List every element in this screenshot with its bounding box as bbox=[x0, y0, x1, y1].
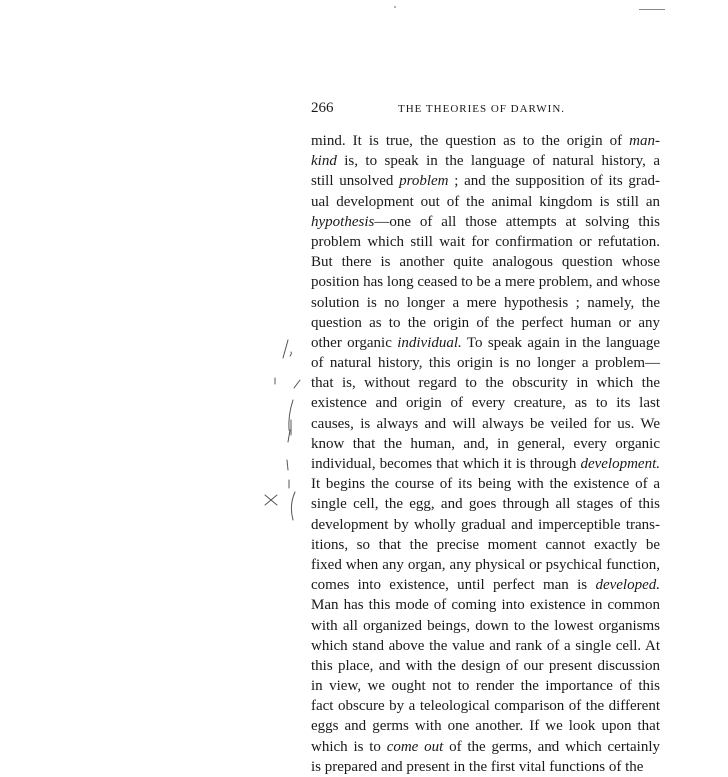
text-span: individual, becomes that which it is through bbox=[311, 456, 581, 472]
text-span: —one of all those attempts at solving this bbox=[374, 213, 660, 230]
text-span: To speak again in the language bbox=[461, 334, 660, 351]
text-span: solution is no longer a mere hypothesis ; namely, the bbox=[311, 294, 660, 311]
paper-speck bbox=[394, 6, 396, 8]
text-line bbox=[311, 272, 660, 292]
text-line bbox=[311, 252, 660, 272]
text-line bbox=[311, 737, 660, 757]
text-span: is, to speak in the language of natural history, a bbox=[336, 153, 660, 170]
text-span: which stand above the value and rank of a single cell. At bbox=[311, 637, 660, 654]
text-span: single cell, the egg, and goes through all stages of this bbox=[311, 496, 660, 513]
text-span: know that the human, and, in general, every organic bbox=[311, 435, 660, 452]
text-line bbox=[311, 373, 660, 393]
italic-span: kind bbox=[311, 153, 337, 170]
text-line bbox=[311, 676, 660, 696]
text-span: that is, without regard to the obscurity in which the bbox=[311, 375, 660, 392]
text-line bbox=[311, 757, 660, 777]
italic-span: developed. bbox=[595, 577, 660, 594]
text-line bbox=[311, 393, 660, 413]
text-span: itions, so that the precise moment cannot exactly be bbox=[311, 536, 660, 553]
text-span: comes into existence, until perfect man is bbox=[311, 577, 596, 594]
text-span: still unsolved bbox=[311, 173, 400, 190]
text-span: other organic bbox=[311, 334, 398, 351]
text-line bbox=[311, 151, 660, 171]
pencil-margin-annotation bbox=[255, 330, 305, 530]
text-line bbox=[311, 555, 660, 575]
text-line bbox=[311, 454, 660, 474]
text-span: ual development out of the animal kingdom is still an bbox=[311, 193, 660, 210]
text-span: Man has this mode of coming into existence in common bbox=[311, 597, 660, 614]
text-span: mind. It is true, the question as to the origin of bbox=[311, 133, 630, 149]
italic-span: individual. bbox=[397, 334, 462, 351]
text-line bbox=[311, 595, 660, 615]
text-line bbox=[311, 515, 660, 535]
text-span: position has long ceased to be a mere problem, and whose bbox=[311, 274, 660, 291]
text-span: fact obscure by a teleological comparison of the different bbox=[311, 698, 660, 715]
text-span: causes, is always and will always be veiled for us. We bbox=[311, 415, 660, 432]
text-line bbox=[311, 414, 660, 434]
text-line bbox=[311, 616, 660, 636]
page-number: 266 bbox=[311, 100, 334, 116]
body-text bbox=[311, 131, 660, 777]
italic-span: problem bbox=[399, 173, 449, 190]
text-line bbox=[311, 575, 660, 595]
text-line bbox=[311, 636, 660, 656]
text-span: It begins the course of its being with the existence of a bbox=[311, 476, 660, 493]
text-line bbox=[311, 131, 660, 151]
text-line bbox=[311, 434, 660, 454]
text-line bbox=[311, 171, 660, 191]
text-span: of natural history, this origin is no longer a problem— bbox=[311, 355, 660, 372]
text-line bbox=[311, 353, 660, 373]
text-line bbox=[311, 192, 660, 212]
text-line bbox=[311, 333, 660, 353]
text-line bbox=[311, 716, 660, 736]
text-span: question as to the origin of the perfect human or any bbox=[311, 314, 660, 331]
text-span: But there is another quite analogous question whose bbox=[311, 254, 660, 271]
text-span: this place, and with the design of our present discussion bbox=[311, 657, 660, 674]
text-span: with all organized beings, down to the lowest organisms bbox=[311, 617, 660, 634]
text-span: in view, we ought not to render the importance of this bbox=[311, 678, 660, 695]
text-line bbox=[311, 474, 660, 494]
text-line bbox=[311, 696, 660, 716]
text-line bbox=[311, 535, 660, 555]
italic-span: development. bbox=[580, 456, 660, 472]
text-line bbox=[311, 494, 660, 514]
text-span: existence and origin of every creature, as to its last bbox=[311, 395, 660, 412]
italic-span: hypothesis bbox=[311, 213, 375, 230]
text-line bbox=[311, 313, 660, 333]
text-span: of the germs, and which certainly bbox=[443, 738, 660, 755]
text-line bbox=[311, 232, 660, 252]
italic-span: come out bbox=[386, 738, 444, 755]
text-line bbox=[311, 293, 660, 313]
text-line bbox=[311, 656, 660, 676]
text-span: problem which still wait for confirmation or refutation. bbox=[311, 233, 660, 250]
text-line bbox=[311, 212, 660, 232]
running-head-title: THE THEORIES OF DARWIN. bbox=[398, 103, 566, 115]
top-margin-mark bbox=[639, 9, 665, 10]
text-span: which is to bbox=[311, 738, 387, 755]
text-span: ; and the supposition of its grad- bbox=[448, 173, 660, 190]
text-span: fixed when any organ, any physical or psychical function, bbox=[311, 556, 660, 573]
text-span: is prepared and present in the first vital functions of the bbox=[311, 758, 644, 775]
italic-span: man- bbox=[629, 133, 660, 149]
text-span: eggs and germs with one another. If we look upon that bbox=[311, 718, 660, 735]
text-span: development by wholly gradual and imperceptible trans- bbox=[311, 516, 660, 533]
